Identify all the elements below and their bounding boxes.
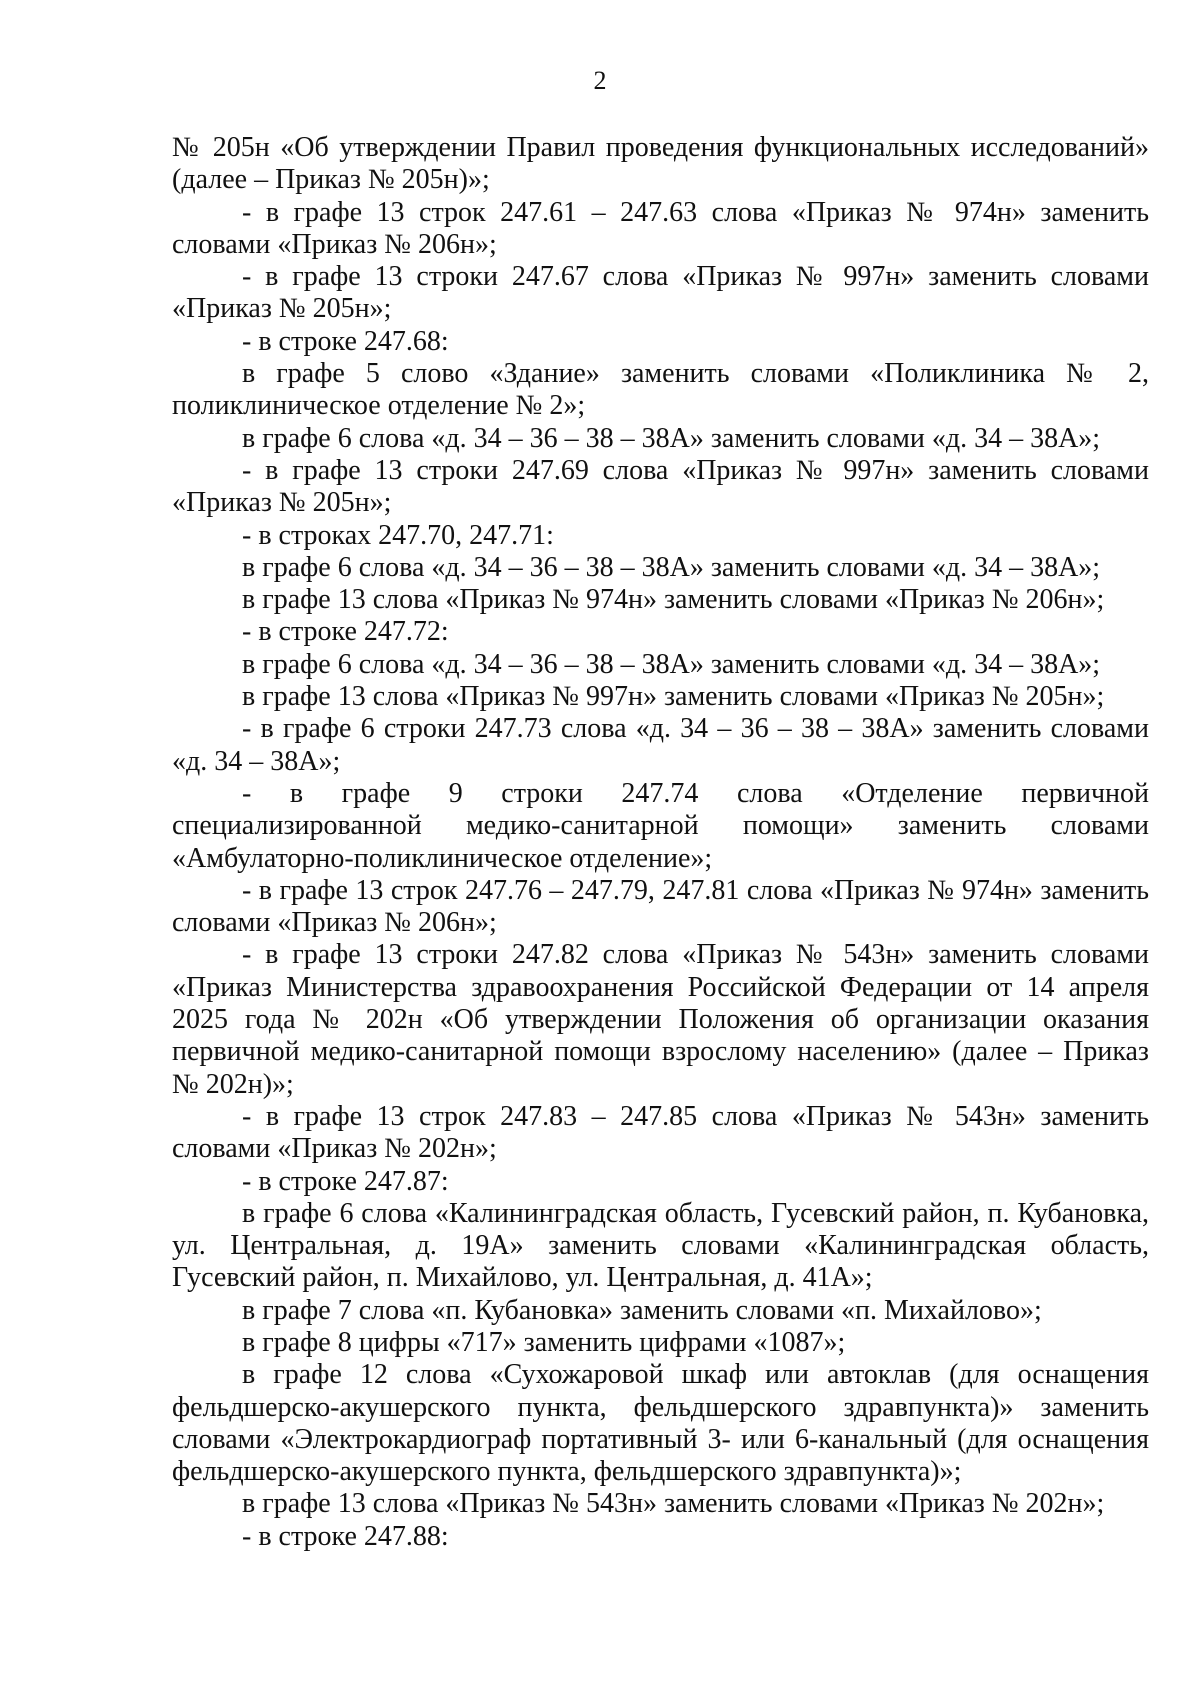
paragraph: в графе 6 слова «д. 34 – 36 – 38 – 38А» заменить словами «д. 34 – 38А»; bbox=[242, 648, 1101, 680]
paragraph: - в графе 13 строк 247.83 – 247.85 слова «Приказ № 543н» заменить словами «Приказ № 202н»; bbox=[172, 1100, 1149, 1165]
paragraph: в графе 13 слова «Приказ № 974н» заменить словами «Приказ № 206н»; bbox=[242, 584, 1105, 616]
paragraph: в графе 13 слова «Приказ № 997н» заменить словами «Приказ № 205н»; bbox=[242, 681, 1105, 713]
paragraph: в графе 12 слова «Сухожаровой шкаф или автоклав (для оснащения фельдшерско-акушерского пункта, фельдшерского здравпункта)» заменить словами «Электрокардиограф портативный 3- или 6-канальный (для оснащения фельдшерско-акушерского пункта, фельдшерского здравпункта)»; bbox=[172, 1359, 1149, 1488]
paragraph: в графе 8 цифры «717» заменить цифрами «1087»; bbox=[242, 1326, 846, 1358]
paragraph: - в графе 13 строки 247.67 слова «Приказ № 997н» заменить словами «Приказ № 205н»; bbox=[172, 261, 1149, 325]
paragraph: в графе 6 слова «д. 34 – 36 – 38 – 38А» заменить словами «д. 34 – 38А»; bbox=[242, 422, 1101, 454]
paragraph: - в строках 247.70, 247.71: bbox=[242, 519, 554, 551]
paragraph: № 205н «Об утверждении Правил проведения функциональных исследований» (далее – Приказ № 205н)»; bbox=[172, 132, 1149, 196]
paragraph: - в графе 13 строки 247.69 слова «Приказ № 997н» заменить словами «Приказ № 205н»; bbox=[172, 454, 1149, 519]
document-body bbox=[172, 132, 1149, 1553]
paragraph: - в графе 13 строк 247.76 – 247.79, 247.81 слова «Приказ № 974н» заменить словами «Приказ № 206н»; bbox=[172, 874, 1149, 939]
paragraph: - в строке 247.72: bbox=[242, 616, 449, 648]
paragraph: - в строке 247.68: bbox=[242, 325, 449, 357]
paragraph: в графе 7 слова «п. Кубановка» заменить словами «п. Михайлово»; bbox=[242, 1294, 1042, 1326]
paragraph: - в графе 9 строки 247.74 слова «Отделение первичной специализированной медико-санитарной помощи» заменить словами «Амбулаторно-поликлиническое отделение»; bbox=[172, 777, 1149, 874]
paragraph: - в графе 13 строки 247.82 слова «Приказ № 543н» заменить словами «Приказ Министерства здравоохранения Российской Федерации от 14 апреля 2025 года № 202н «Об утверждении Положения об организации оказания первичной медико-санитарной помощи взрослому населению» (далее – Приказ № 202н)»; bbox=[172, 939, 1149, 1100]
paragraph: - в графе 13 строк 247.61 – 247.63 слова «Приказ № 974н» заменить словами «Приказ № 206н»; bbox=[172, 196, 1149, 260]
paragraph: в графе 6 слова «Калининградская область, Гусевский район, п. Кубановка, ул. Центральная, д. 19А» заменить словами «Калининградская область, Гусевский район, п. Михайлово, ул. Центральная, д. 41А»; bbox=[172, 1197, 1149, 1294]
paragraph: - в строке 247.87: bbox=[242, 1165, 449, 1197]
paragraph: в графе 13 слова «Приказ № 543н» заменить словами «Приказ № 202н»; bbox=[242, 1488, 1105, 1520]
page-number: 2 bbox=[593, 66, 607, 95]
paragraph: - в строке 247.88: bbox=[242, 1520, 449, 1552]
paragraph: - в графе 6 строки 247.73 слова «д. 34 – 36 – 38 – 38А» заменить словами «д. 34 – 38А»; bbox=[172, 713, 1149, 777]
paragraph: в графе 5 слово «Здание» заменить словами «Поликлиника № 2, поликлиническое отделение № 2»; bbox=[172, 358, 1149, 422]
paragraph: в графе 6 слова «д. 34 – 36 – 38 – 38А» заменить словами «д. 34 – 38А»; bbox=[242, 551, 1101, 583]
